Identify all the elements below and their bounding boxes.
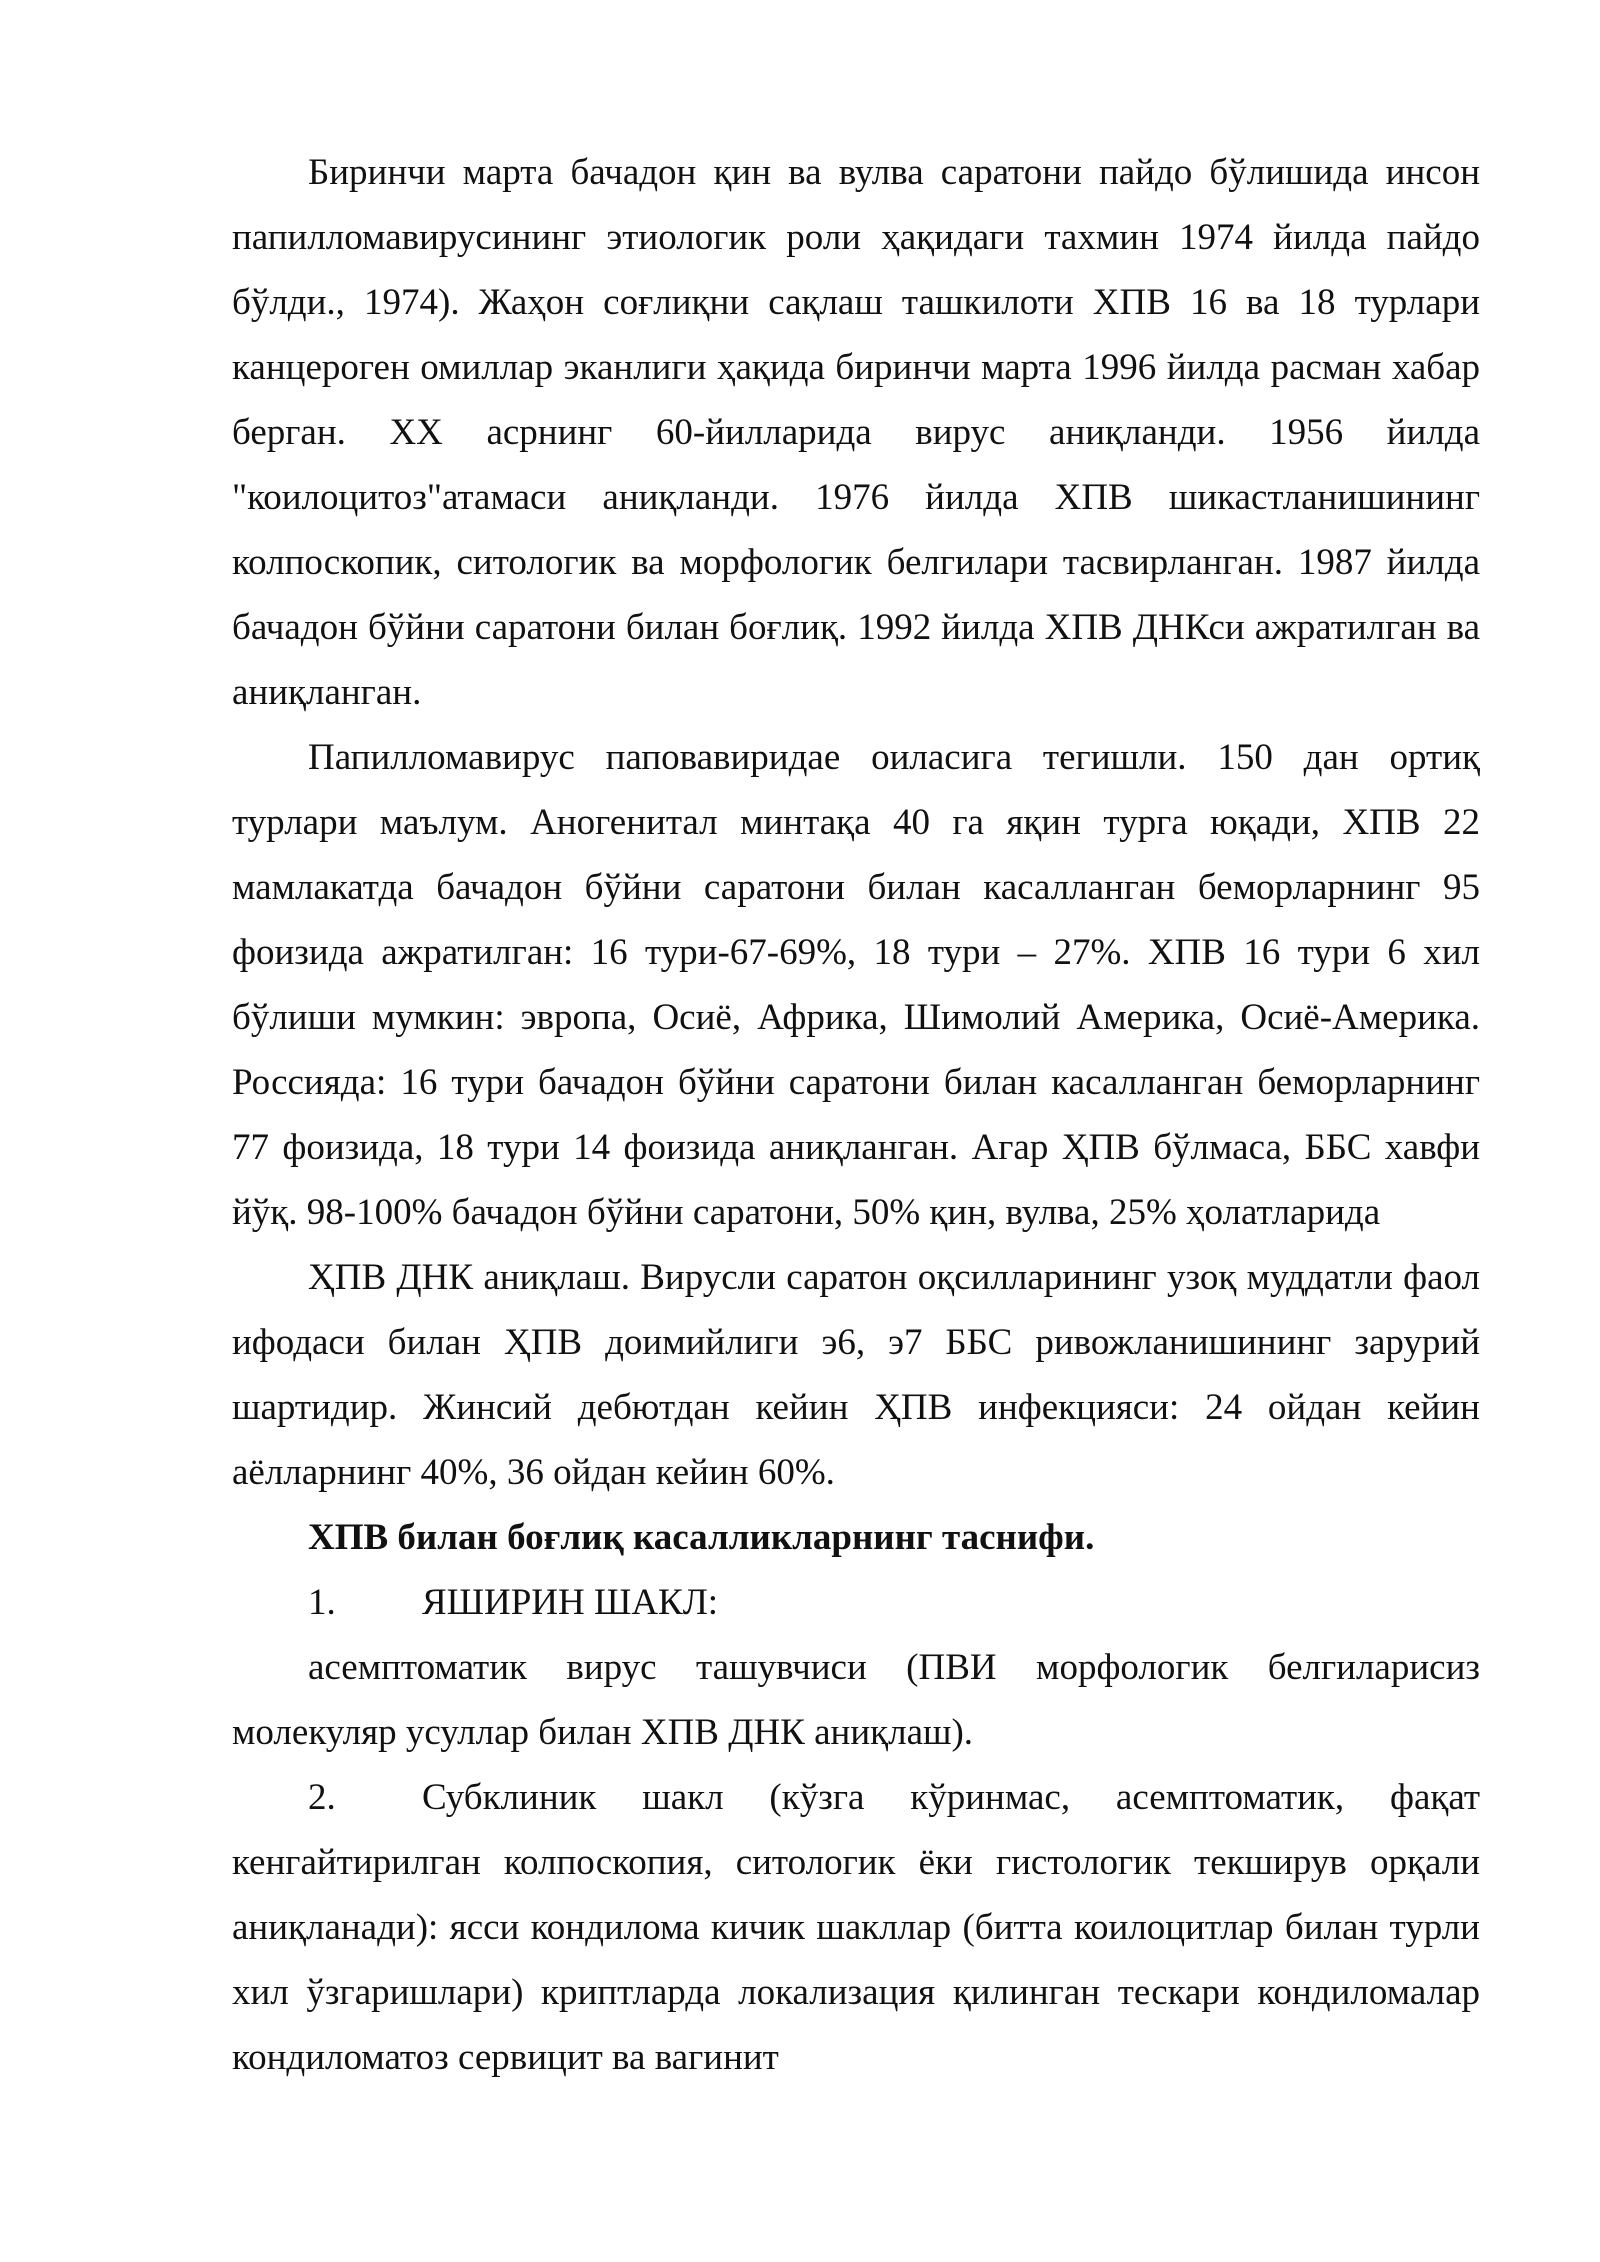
list-item-2 — [232, 1765, 1480, 2090]
document-page — [232, 140, 1480, 2090]
paragraph-history: Биринчи марта бачадон қин ва вулва саратони пайдо бўлишида инсон папилломавирусининг этиологик роли ҳақидаги тахмин 1974 йилда пайдо бўлди., 1974). Жаҳон соғлиқни сақлаш ташкилоти ХПВ 16 ва 18 турлари канцероген омиллар эканлиги ҳақида биринчи марта 1996 йилда расман хабар берган. XX асрнинг 60-йилларида вирус аниқланди. 1956 йилда "коилоцитоз"атамаси аниқланди. 1976 йилда ХПВ шикастланишининг колпоскопик, ситологик ва морфологик белгилари тасвирланган. 1987 йилда бачадон бўйни саратони билан боғлиқ. 1992 йилда ХПВ ДНКси ажратилган ва аниқланган. — [232, 152, 1480, 713]
paragraph-papillomavirus-types: Папилломавирус паповавиридае оиласига тегишли. 150 дан ортиқ турлари маълум. Аногенитал минтақа 40 га яқин турга юқади, ХПВ 22 мамлакатда бачадон бўйни саратони билан касалланган беморларнинг 95 фоизида ажратилган: 16 тури-67-69%, 18 тури – 27%. ХПВ 16 тури 6 хил бўлиши мумкин: эвропа, Осиё, Африка, Шимолий Америка, Осиё-Америка. Россияда: 16 тури бачадон бўйни саратони билан касалланган беморларнинг 77 фоизида, 18 тури 14 фоизида аниқланган. Агар ҲПВ бўлмаса, ББС хавфи йўқ. 98-100% бачадон бўйни саратони, 50% қин, вулва, 25% ҳолатларида — [232, 737, 1480, 1233]
section-heading: ХПВ билан боғлиқ касалликларнинг таснифи. — [308, 1517, 1095, 1558]
list-item-2-text: Субклиник шакл (кўзга кўринмас, асемптоматик, фақат кенгайтирилган колпоскопия, ситологик ёки гистологик текширув орқали аниқланади): ясси кондилома кичик шакллар (битта коилоцитлар билан турли хил ўзгаришлари) криптларда локализация қилинган тескари кондиломалар кондиломатоз сервицит ва вагинит — [232, 1777, 1480, 2078]
list-number-2: 2. — [308, 1777, 336, 1818]
list-item-1-title: ЯШИРИН ШАКЛ: — [422, 1582, 719, 1623]
list-item-1-text: асемптоматик вирус ташувчиси (ПВИ морфологик белгиларисиз молекуляр усуллар билан ХПВ ДНК аниқлаш). — [232, 1647, 1480, 1753]
list-number-1: 1. — [308, 1582, 336, 1623]
list-item-1-header — [232, 1570, 1480, 1635]
paragraph-hpv-dna: ҲПВ ДНК аниқлаш. Вирусли саратон оқсилларининг узоқ муддатли фаол ифодаси билан ҲПВ доимийлиги э6, э7 ББС ривожланишининг зарурий шартидир. Жинсий дебютдан кейин ҲПВ инфекцияси: 24 ойдан кейин аёлларнинг 40%, 36 ойдан кейин 60%. — [232, 1257, 1480, 1493]
